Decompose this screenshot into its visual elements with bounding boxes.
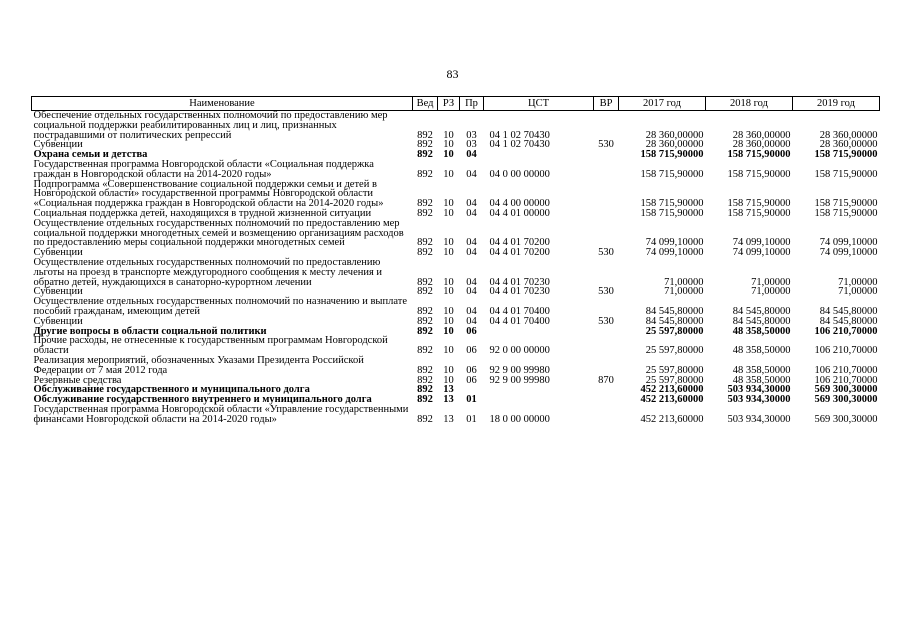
table-row	[32, 219, 880, 248]
cell-cst	[484, 150, 594, 160]
cell-2017: 452 213,60000	[640, 384, 704, 396]
cell-vr	[594, 327, 619, 337]
budget-table	[31, 96, 880, 425]
cell-2017: 74 099,10000	[645, 247, 704, 259]
cell-rz: 13	[443, 384, 454, 396]
cell-pr: 04	[466, 276, 477, 288]
cell-2017: 84 545,80000	[645, 305, 704, 317]
cell-2019: 71,00000	[838, 286, 878, 298]
cell-ved: 892	[417, 168, 433, 180]
cell-2017: 25 597,80000	[645, 374, 704, 386]
cell-vr	[594, 258, 619, 287]
cell-pr: 04	[466, 286, 477, 298]
cell-pr: 04	[466, 237, 477, 249]
cell-ved: 892	[417, 374, 433, 386]
cell-2018: 48 358,50000	[732, 325, 791, 337]
cell-rz: 10	[443, 364, 454, 376]
cell-rz: 10	[443, 168, 454, 180]
cell-ved: 892	[417, 198, 433, 210]
cell-rz: 13	[443, 394, 454, 406]
cell-2017: 158 715,90000	[640, 149, 704, 161]
cell-2018: 71,00000	[751, 276, 791, 288]
cell-2017: 28 360,00000	[645, 139, 704, 151]
cell-2018: 28 360,00000	[732, 139, 791, 151]
cell-vr	[594, 180, 619, 209]
cell-name: Осуществление отдельных государственных полномочий по назначению и выплате пособий гражданам, имеющим детей	[33, 296, 407, 317]
cell-rz: 13	[443, 413, 454, 425]
cell-rz: 10	[443, 207, 454, 219]
header-2018: 2018 год	[706, 97, 793, 111]
cell-pr: 06	[466, 364, 477, 376]
cell-name: Обслуживание государственного внутреннего и муниципального долга	[33, 394, 372, 406]
header-2019: 2019 год	[793, 97, 880, 111]
cell-cst: 92 0 00 00000	[489, 345, 550, 357]
cell-ved: 892	[417, 384, 433, 396]
cell-2017: 71,00000	[664, 286, 704, 298]
header-rz: РЗ	[438, 97, 460, 111]
table-row	[32, 297, 880, 317]
cell-2017: 452 213,60000	[640, 413, 704, 425]
cell-cst: 04 0 00 00000	[489, 168, 550, 180]
cell-pr: 01	[466, 413, 477, 425]
cell-cst: 92 9 00 99980	[489, 364, 550, 376]
cell-pr: 04	[466, 168, 477, 180]
cell-cst: 18 0 00 00000	[489, 413, 550, 425]
cell-2018: 503 934,30000	[727, 394, 791, 406]
table-row	[32, 336, 880, 356]
cell-2018: 84 545,80000	[732, 315, 791, 327]
cell-cst: 92 9 00 99980	[489, 374, 550, 386]
cell-ved: 892	[417, 305, 433, 317]
cell-2017: 25 597,80000	[645, 325, 704, 337]
page-number: 83	[446, 67, 459, 81]
cell-2019: 84 545,80000	[819, 305, 878, 317]
cell-2017: 158 715,90000	[640, 207, 704, 219]
cell-cst: 04 4 01 70400	[489, 305, 550, 317]
cell-2018: 158 715,90000	[727, 207, 791, 219]
cell-2019: 106 210,70000	[814, 364, 878, 376]
cell-ved: 892	[417, 394, 433, 406]
cell-name: Обеспечение отдельных государственных полномочий по предоставлению мер социальной поддержки реабилитированных лиц и лиц, признанных пострадавшими от политических репрессий	[33, 110, 388, 141]
cell-name: Субвенции	[33, 315, 83, 327]
cell-ved: 892	[417, 286, 433, 298]
cell-2018: 158 715,90000	[727, 149, 791, 161]
header-pr: Пр	[460, 97, 484, 111]
cell-name: Другие вопросы в области социальной политики	[33, 325, 267, 337]
cell-vr	[594, 385, 619, 395]
cell-2019: 569 300,30000	[814, 394, 878, 406]
header-ved: Вед	[413, 97, 438, 111]
cell-vr	[594, 395, 619, 405]
cell-rz: 10	[443, 129, 454, 141]
table-row	[32, 356, 880, 376]
cell-name: Резервные средства	[33, 374, 122, 386]
cell-name: Прочие расходы, не отнесенные к государственным программам Новгородской области	[33, 335, 388, 357]
cell-vr: 530	[598, 286, 614, 298]
cell-pr: 01	[466, 394, 477, 406]
cell-2017: 158 715,90000	[640, 198, 704, 210]
cell-vr	[594, 297, 619, 317]
cell-vr: 530	[598, 315, 614, 327]
cell-vr	[594, 356, 619, 376]
cell-pr: 03	[466, 139, 477, 151]
cell-2018: 48 358,50000	[732, 345, 791, 357]
cell-2019: 106 210,70000	[814, 345, 878, 357]
cell-2018: 158 715,90000	[727, 198, 791, 210]
cell-name: Государственная программа Новгородской области «Социальная поддержка граждан в Новгородской области на 2014-2020 годы»	[33, 158, 374, 180]
cell-vr	[594, 150, 619, 160]
cell-pr: 03	[466, 129, 477, 141]
cell-2017: 25 597,80000	[645, 345, 704, 357]
cell-cst	[484, 395, 594, 405]
cell-cst: 04 4 01 70230	[489, 276, 550, 288]
cell-pr: 04	[466, 207, 477, 219]
cell-rz: 10	[443, 286, 454, 298]
table-row	[32, 405, 880, 425]
cell-2018: 503 934,30000	[727, 384, 791, 396]
cell-rz: 10	[443, 247, 454, 259]
cell-ved: 892	[417, 247, 433, 259]
cell-2018: 158 715,90000	[727, 168, 791, 180]
cell-rz: 10	[443, 374, 454, 386]
cell-cst: 04 4 01 70230	[489, 286, 550, 298]
cell-name: Реализация мероприятий, обозначенных Указами Президента Российской Федерации от 7 мая 2012 года	[33, 354, 364, 376]
cell-pr: 06	[466, 345, 477, 357]
cell-rz: 10	[443, 305, 454, 317]
cell-2017: 74 099,10000	[645, 237, 704, 249]
cell-ved: 892	[417, 364, 433, 376]
cell-rz: 10	[443, 276, 454, 288]
header-2017: 2017 год	[619, 97, 706, 111]
cell-2017: 25 597,80000	[645, 364, 704, 376]
header-name: Наименование	[32, 97, 413, 111]
cell-pr: 04	[466, 149, 477, 161]
cell-rz: 10	[443, 198, 454, 210]
cell-2019: 158 715,90000	[814, 198, 878, 210]
cell-ved: 892	[417, 325, 433, 337]
cell-vr: 530	[598, 247, 614, 259]
cell-2017: 158 715,90000	[640, 168, 704, 180]
cell-cst: 04 1 02 70430	[489, 139, 550, 151]
cell-2017: 28 360,00000	[645, 129, 704, 141]
cell-name: Субвенции	[33, 247, 83, 259]
cell-cst	[484, 327, 594, 337]
cell-2019: 569 300,30000	[814, 413, 878, 425]
cell-cst: 04 4 00 00000	[489, 198, 550, 210]
cell-rz: 10	[443, 345, 454, 357]
cell-2019: 74 099,10000	[819, 247, 878, 259]
cell-cst: 04 1 02 70430	[489, 129, 550, 141]
cell-pr: 06	[466, 374, 477, 386]
cell-cst: 04 4 01 70200	[489, 247, 550, 259]
header-vr: ВР	[594, 97, 619, 111]
cell-vr: 870	[598, 374, 614, 386]
cell-name: Осуществление отдельных государственных полномочий по предоставлению льготы на проезд в транспорте междугородного сообщения к месту лечения и обратно детей, нуждающихся в санаторно-курортном лечении	[33, 256, 383, 288]
cell-2017: 452 213,60000	[640, 394, 704, 406]
cell-2019: 158 715,90000	[814, 207, 878, 219]
cell-vr	[594, 160, 619, 180]
cell-2019: 106 210,70000	[814, 325, 878, 337]
cell-2019: 158 715,90000	[814, 149, 878, 161]
cell-vr	[594, 209, 619, 219]
cell-ved: 892	[417, 149, 433, 161]
cell-cst: 04 4 01 00000	[489, 207, 550, 219]
cell-2019: 84 545,80000	[819, 315, 878, 327]
table-row	[32, 258, 880, 287]
cell-ved: 892	[417, 237, 433, 249]
cell-2018: 48 358,50000	[732, 364, 791, 376]
cell-2019: 158 715,90000	[814, 168, 878, 180]
table-row	[32, 111, 880, 141]
cell-ved: 892	[417, 276, 433, 288]
cell-2018: 48 358,50000	[732, 374, 791, 386]
cell-2019: 28 360,00000	[819, 129, 878, 141]
cell-2017: 71,00000	[664, 276, 704, 288]
cell-pr: 04	[466, 198, 477, 210]
cell-name: Охрана семьи и детства	[33, 149, 148, 161]
cell-name: Обслуживание государственного и муниципального долга	[33, 384, 310, 396]
cell-rz: 10	[443, 139, 454, 151]
cell-2018: 84 545,80000	[732, 305, 791, 317]
cell-2018: 74 099,10000	[732, 237, 791, 249]
table-row	[32, 180, 880, 209]
cell-ved: 892	[417, 413, 433, 425]
cell-ved: 892	[417, 207, 433, 219]
cell-2019: 28 360,00000	[819, 139, 878, 151]
cell-2018: 503 934,30000	[727, 413, 791, 425]
cell-name: Субвенции	[33, 286, 83, 298]
cell-rz: 10	[443, 325, 454, 337]
cell-vr	[594, 405, 619, 425]
cell-ved: 892	[417, 139, 433, 151]
cell-cst	[484, 385, 594, 395]
cell-pr: 04	[466, 315, 477, 327]
cell-vr	[594, 219, 619, 248]
cell-2019: 106 210,70000	[814, 374, 878, 386]
cell-name: Социальная поддержка детей, находящихся в трудной жизненной ситуации	[33, 207, 372, 219]
table-row	[32, 160, 880, 180]
cell-ved: 892	[417, 345, 433, 357]
cell-2018: 28 360,00000	[732, 129, 791, 141]
cell-2019: 71,00000	[838, 276, 878, 288]
cell-2018: 71,00000	[751, 286, 791, 298]
cell-2019: 74 099,10000	[819, 237, 878, 249]
cell-name: Подпрограмма «Совершенствование социальной поддержки семьи и детей в Новгородской области» государственной программы Новгородской области «Социальная поддержка граждан в Новгородской области на 2014-2020 годы»	[33, 178, 384, 210]
table-body	[32, 111, 880, 425]
cell-pr: 06	[466, 325, 477, 337]
cell-vr	[594, 336, 619, 356]
cell-rz: 10	[443, 237, 454, 249]
cell-pr: 04	[466, 305, 477, 317]
cell-cst: 04 4 01 70200	[489, 237, 550, 249]
cell-ved: 892	[417, 315, 433, 327]
cell-vr: 530	[598, 139, 614, 151]
cell-pr: 04	[466, 247, 477, 259]
cell-name: Осуществление отдельных государственных полномочий по предоставлению мер социальной поддержки многодетных семей и возмещению организациям расходов по предоставлению меры социальной поддержки многодетных семей	[33, 217, 404, 249]
cell-vr	[594, 111, 619, 141]
cell-rz: 10	[443, 315, 454, 327]
cell-2019: 569 300,30000	[814, 384, 878, 396]
table-header-row	[32, 97, 880, 111]
cell-rz: 10	[443, 149, 454, 161]
cell-2017: 84 545,80000	[645, 315, 704, 327]
cell-name: Государственная программа Новгородской области «Управление государственными финансами Новгородской области на 2014-2020 годы»	[33, 403, 409, 425]
cell-name: Субвенции	[33, 139, 83, 151]
cell-cst: 04 4 01 70400	[489, 315, 550, 327]
header-cst: ЦСТ	[484, 97, 594, 111]
cell-ved: 892	[417, 129, 433, 141]
cell-2018: 74 099,10000	[732, 247, 791, 259]
